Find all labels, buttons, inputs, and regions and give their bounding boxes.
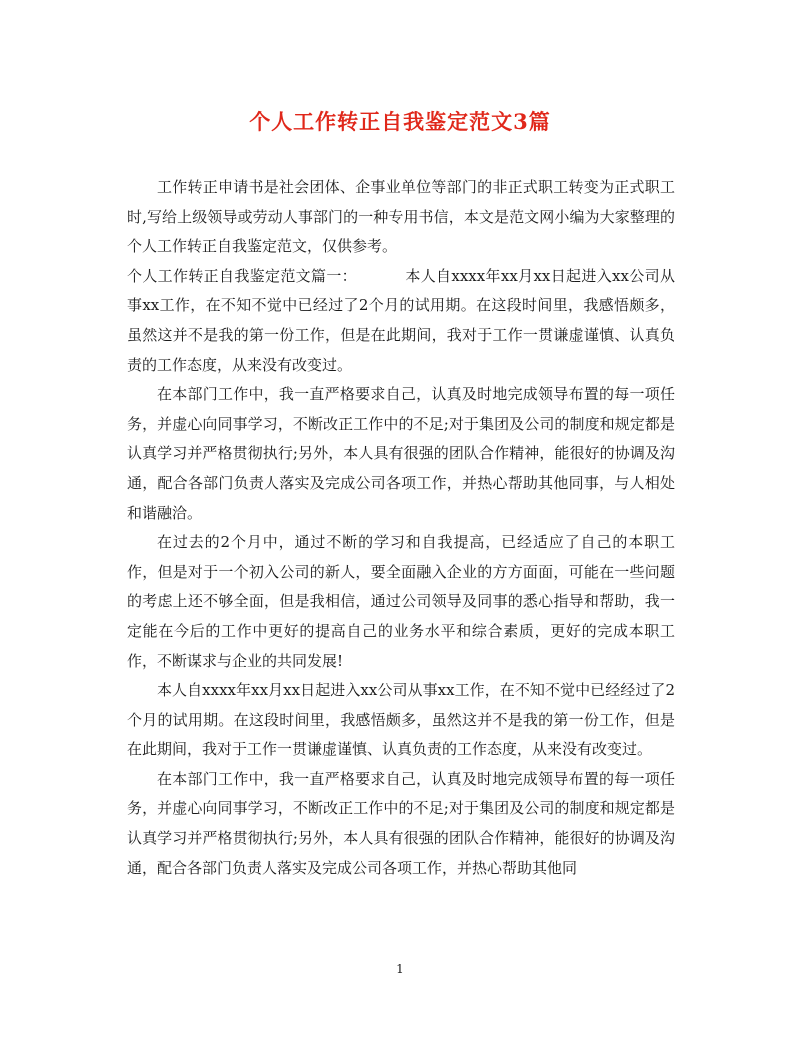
- body-paragraph-4: 本人自xxxx年xx月xx日起进入xx公司从事xx工作，在不知不觉中已经经过了2个月的试用期。在这段时间里，我感悟颇多，虽然这并不是我的第一份工作，但是在此期间，我对于工作一贯谦虚谨慎、认真负责的工作态度，从来没有改变过。: [127, 681, 675, 759]
- body-paragraph-3: 在过去的2个月中，通过不断的学习和自我提高，已经适应了自己的本职工作，但是对于一个初入公司的新人，要全面融入企业的方方面面，可能在一些问题的考虑上还不够全面，但是我相信，通过公司领导及同事的悉心指导和帮助，我一定能在今后的工作中更好的提高自己的业务水平和综合素质，更好的完成本职工作，不断谋求与企业的共同发展!: [127, 533, 675, 670]
- page-number: 1: [396, 962, 404, 976]
- section1-heading: 个人工作转正自我鉴定范文篇一：: [127, 266, 358, 285]
- intro-paragraph: 工作转正申请书是社会团体、企事业单位等部门的非正式职工转变为正式职工时,写给上级领导或劳动人事部门的一种专用书信，本文是范文网小编为大家整理的个人工作转正自我鉴定范文，仅供参考。: [127, 178, 675, 256]
- section1-paragraph: [127, 262, 675, 380]
- document-body: [127, 173, 675, 883]
- section1-text: 本人自xxxx年xx月xx日起进入xx公司从事xx工作，在不知不觉中已经过了2个月的试用期。在这段时间里，我感悟颇多，虽然这并不是我的第一份工作，但是在此期间，我对于工作一贯谦虚谨慎、认真负责的工作态度，从来没有改变过。: [127, 266, 675, 374]
- body-paragraph-2: 在本部门工作中，我一直严格要求自己，认真及时地完成领导布置的每一项任务，并虚心向同事学习，不断改正工作中的不足;对于集团及公司的制度和规定都是认真学习并严格贯彻执行;另外，本人具有很强的团队合作精神，能很好的协调及沟通，配合各部门负责人落实及完成公司各项工作，并热心帮助其他同事，与人相处和谐融洽。: [127, 385, 675, 522]
- document-title: 个人工作转正自我鉴定范文3篇: [249, 109, 551, 134]
- body-paragraph-5: 在本部门工作中，我一直严格要求自己，认真及时地完成领导布置的每一项任务，并虚心向同事学习，不断改正工作中的不足;对于集团及公司的制度和规定都是认真学习并严格贯彻执行;另外，本人具有很强的团队合作精神，能很好的协调及沟通，配合各部门负责人落实及完成公司各项工作，并热心帮助其他同: [127, 769, 675, 877]
